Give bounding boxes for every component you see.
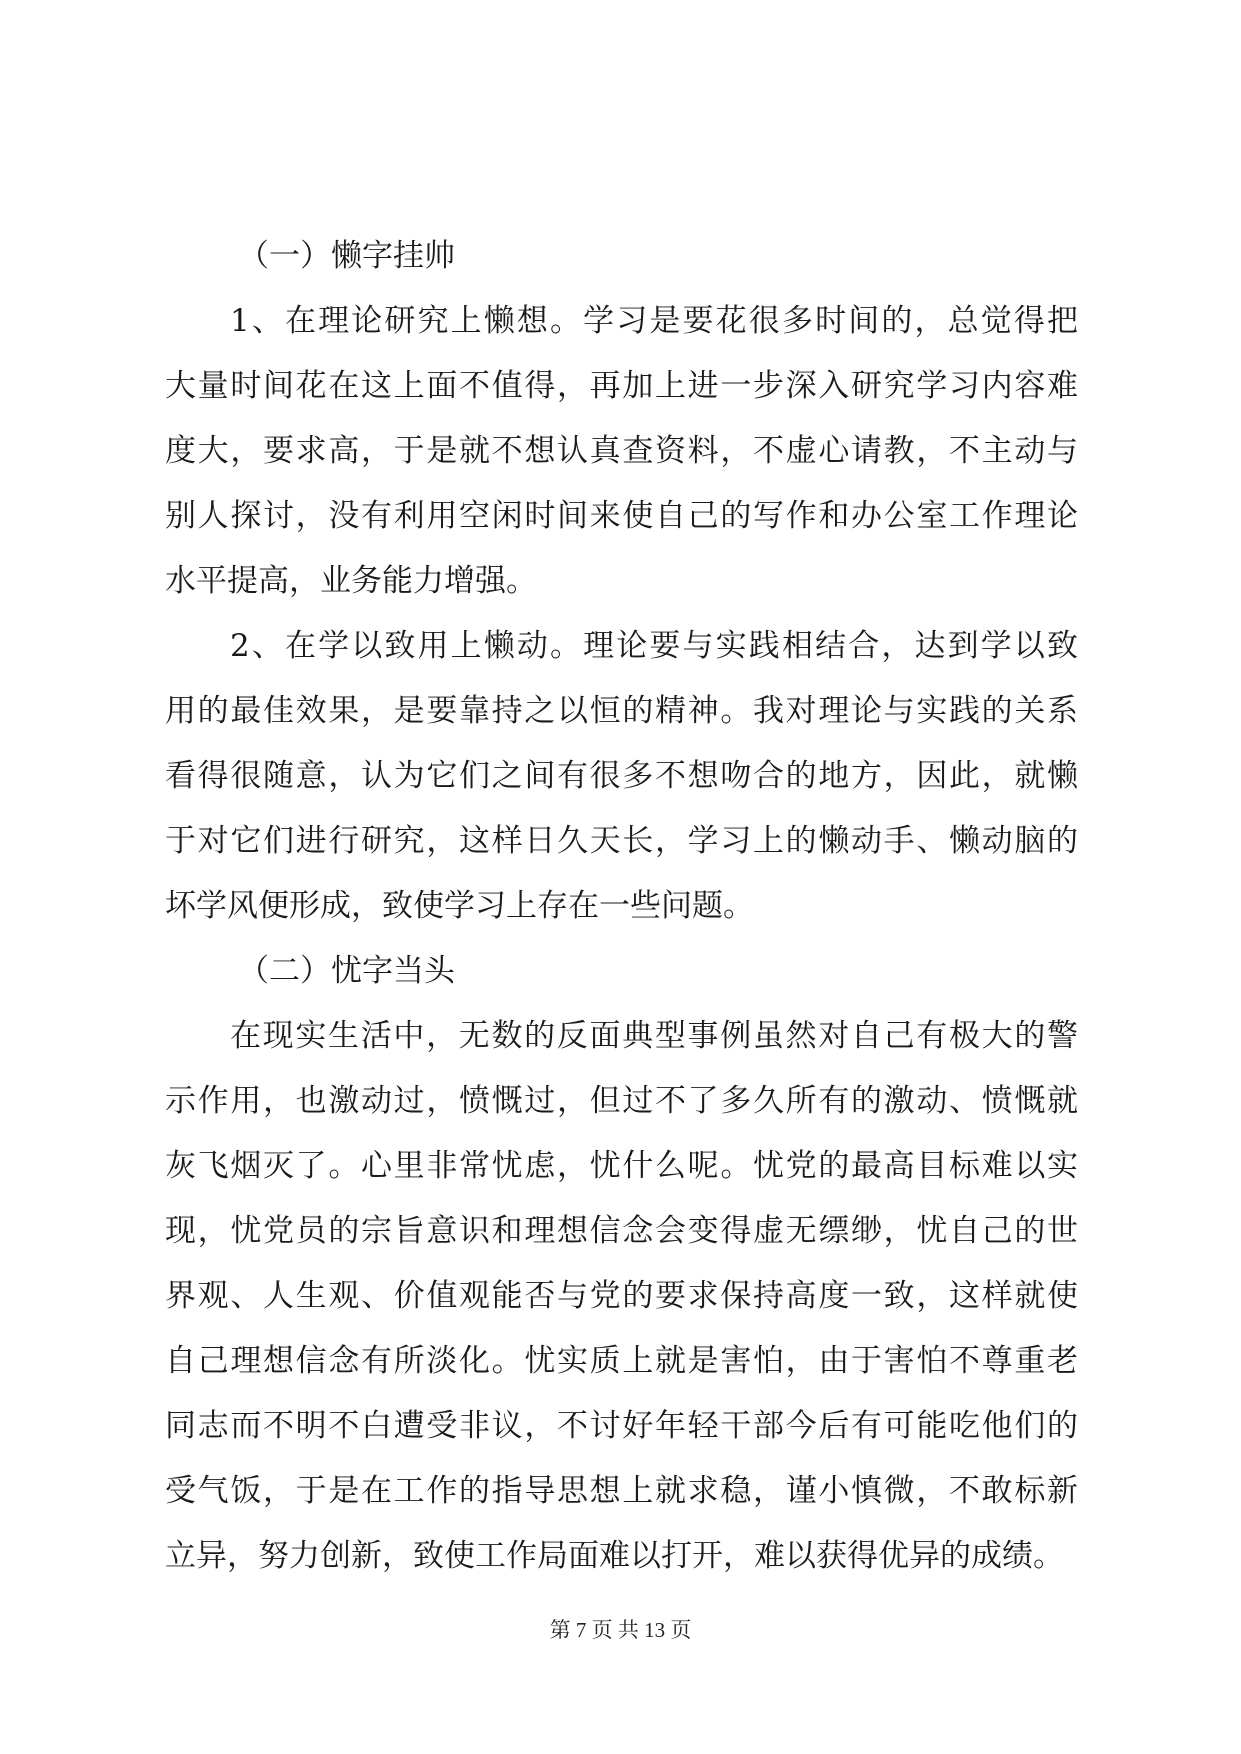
- paragraph-3: [165, 1004, 1078, 1589]
- paragraph-line: 看得很随意，认为它们之间有很多不想吻合的地方，因此，就懒: [165, 758, 1078, 794]
- paragraph-2: [165, 614, 1078, 939]
- page-number-footer: 第 7 页 共 13 页: [549, 1618, 692, 1642]
- paragraph-line: 在现实生活中，无数的反面典型事例虽然对自己有极大的警: [230, 1018, 1078, 1054]
- paragraph-line: 受气饭，于是在工作的指导思想上就求稳，谨小慎微，不敢标新: [165, 1473, 1078, 1509]
- paragraph-line: 大量时间花在这上面不值得，再加上进一步深入研究学习内容难: [165, 368, 1078, 404]
- paragraph-line: 界观、人生观、价值观能否与党的要求保持高度一致，这样就使: [165, 1278, 1078, 1314]
- paragraph-line: 立异，努力创新，致使工作局面难以打开，难以获得优异的成绩。: [165, 1538, 1064, 1574]
- paragraph-line: 示作用，也激动过，愤慨过，但过不了多久所有的激动、愤慨就: [165, 1083, 1078, 1119]
- section-heading-1: （一）懒字挂帅: [238, 238, 455, 274]
- document-body: [165, 224, 1078, 1589]
- paragraph-line: 现，忧党员的宗旨意识和理想信念会变得虚无缥缈，忧自己的世: [165, 1213, 1078, 1249]
- paragraph-line: 别人探讨，没有利用空闲时间来使自己的写作和办公室工作理论: [165, 498, 1078, 534]
- paragraph-line: 用的最佳效果，是要靠持之以恒的精神。我对理论与实践的关系: [165, 693, 1078, 729]
- paragraph-line: 同志而不明不白遭受非议，不讨好年轻干部今后有可能吃他们的: [165, 1408, 1078, 1444]
- paragraph-line: 自己理想信念有所淡化。忧实质上就是害怕，由于害怕不尊重老: [165, 1343, 1078, 1379]
- paragraph-line: 2、在学以致用上懒动。理论要与实践相结合，达到学以致: [230, 628, 1078, 664]
- paragraph-line: 水平提高，业务能力增强。: [165, 563, 537, 599]
- paragraph-line: 度大，要求高，于是就不想认真查资料，不虚心请教，不主动与: [165, 433, 1078, 469]
- paragraph-line: 1、在理论研究上懒想。学习是要花很多时间的，总觉得把: [230, 303, 1078, 339]
- section-heading-2: （二）忧字当头: [238, 953, 455, 989]
- paragraph-line: 坏学风便形成，致使学习上存在一些问题。: [165, 888, 754, 924]
- paragraph-1: [165, 289, 1078, 614]
- paragraph-line: 于对它们进行研究，这样日久天长，学习上的懒动手、懒动脑的: [165, 823, 1078, 859]
- paragraph-line: 灰飞烟灭了。心里非常忧虑，忧什么呢。忧党的最高目标难以实: [165, 1148, 1078, 1184]
